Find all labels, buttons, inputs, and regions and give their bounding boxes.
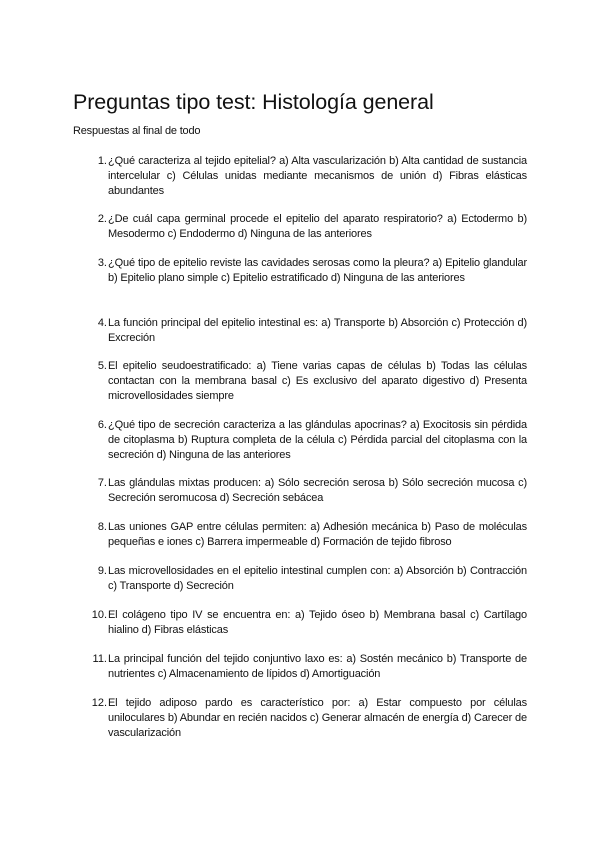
question-text: ¿Qué caracteriza al tejido epitelial? a) Alta vascularización b) Alta cantidad de sustancia intercelular c) Células unidas mediante mecanismos de unión d) Fibras elásticas abundantes [108, 155, 527, 197]
page-title: Preguntas tipo test: Histología general [73, 90, 434, 114]
question-text: Las microvellosidades en el epitelio intestinal cumplen con: a) Absorción b) Contracción c) Transporte d) Secreción [108, 565, 527, 592]
page-subtitle: Respuestas al final de todo [73, 125, 201, 137]
question-number: 1. [97, 155, 107, 167]
question-item [85, 608, 527, 638]
question-item [85, 154, 527, 199]
question-text: ¿Qué tipo de epitelio reviste las cavidades serosas como la pleura? a) Epitelio glandular b) Epitelio plano simple c) Epitelio estratificado d) Ninguna de las anteriores [108, 257, 527, 284]
question-number: 8. [97, 521, 107, 533]
question-item [85, 418, 527, 463]
question-item [85, 652, 527, 682]
question-number: 2. [97, 213, 107, 225]
question-text: Las uniones GAP entre células permiten: a) Adhesión mecánica b) Paso de moléculas pequeñas e iones c) Barrera impermeable d) Formación de tejido fibroso [108, 521, 527, 548]
question-number: 12. [91, 697, 107, 709]
question-item [85, 316, 527, 346]
question-item [85, 359, 527, 404]
question-number: 7. [97, 477, 107, 489]
question-text: El epitelio seudoestratificado: a) Tiene varias capas de células b) Todas las células contactan con la membrana basal c) Es exclusivo del aparato digestivo d) Presenta microvellosidades siempre [108, 360, 527, 402]
question-text: Las glándulas mixtas producen: a) Sólo secreción serosa b) Sólo secreción mucosa c) Secreción seromucosa d) Secreción sebácea [108, 477, 527, 504]
question-item [85, 476, 527, 506]
question-text: La función principal del epitelio intestinal es: a) Transporte b) Absorción c) Protección d) Excreción [108, 317, 527, 344]
question-item [85, 256, 527, 286]
question-text: El tejido adiposo pardo es característico por: a) Estar compuesto por células uniloculares b) Abundar en recién nacidos c) Generar almacén de energía d) Carecer de vascularización [108, 697, 527, 739]
question-number: 10. [91, 609, 107, 621]
question-item [85, 520, 527, 550]
question-item [85, 212, 527, 242]
question-text: ¿De cuál capa germinal procede el epitelio del aparato respiratorio? a) Ectodermo b) Mesodermo c) Endodermo d) Ninguna de las anteriores [108, 213, 527, 240]
question-number: 4. [97, 317, 107, 329]
question-item [85, 564, 527, 594]
question-number: 3. [97, 257, 107, 269]
question-number: 11. [92, 653, 107, 665]
question-number: 9. [97, 565, 107, 577]
question-text: La principal función del tejido conjuntivo laxo es: a) Sostén mecánico b) Transporte de nutrientes c) Almacenamiento de lípidos d) Amortiguación [108, 653, 527, 680]
question-number: 6. [97, 419, 107, 431]
question-number: 5. [97, 360, 107, 372]
question-text: El colágeno tipo IV se encuentra en: a) Tejido óseo b) Membrana basal c) Cartílago hialino d) Fibras elásticas [108, 609, 527, 636]
question-text: ¿Qué tipo de secreción caracteriza a las glándulas apocrinas? a) Exocitosis sin pérdida de citoplasma b) Ruptura completa de la célula c) Pérdida parcial del citoplasma con la secreción d) Ninguna de las anteriores [108, 419, 527, 461]
question-item [85, 696, 527, 741]
